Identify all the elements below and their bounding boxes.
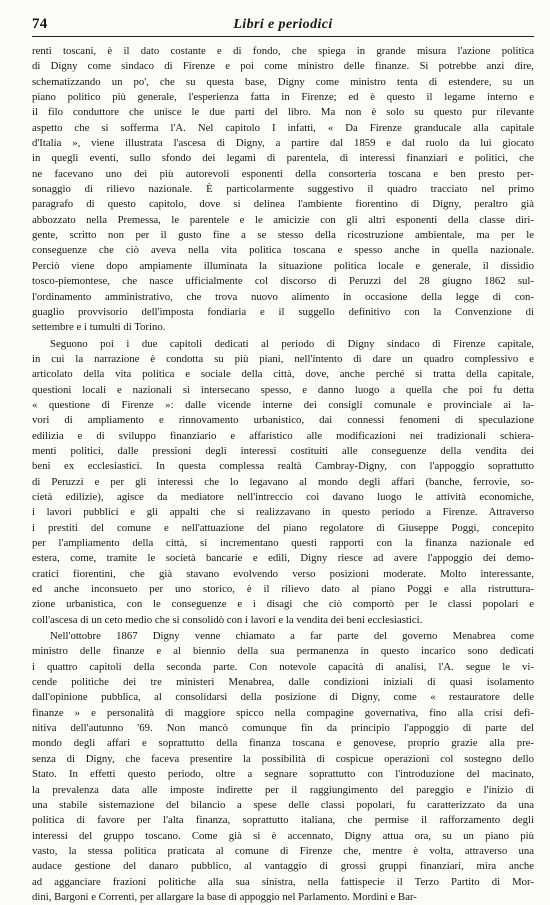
text-line: una stabile sistemazione del bilancio a spese delle classi popolari, fu caratterizzato da una — [32, 798, 534, 811]
text-line: edilizia e di sviluppo finanziario e affaristico alle modificazioni nei tradizionali schiera- — [32, 429, 534, 442]
text-line: questioni locali e nazionali si intersecano spesso, e danno luogo a quella che poi fu detta — [32, 383, 534, 396]
text-line: abbozzato nella Premessa, le parentele e le amicizie con gli altri esponenti della classe diri- — [32, 213, 534, 226]
paragraph — [32, 44, 534, 336]
text-line: mondo degli affari e soprattutto della finanza toscana e genovese, proprio grazie alla pre- — [32, 737, 534, 750]
text-line: interessi del gruppo toscano. Come già si è accennato, Digny attua ora, su un piano più — [32, 829, 534, 842]
document-page — [32, 14, 534, 903]
text-line: ed anche inconsueto per uno storico, è il rilievo dato al piano Poggi e alla ristruttura- — [32, 583, 534, 596]
text-line: di Peruzzi e per gli interessi che lo legavano al mondo degli affari (banche, ferrovie, so- — [32, 475, 534, 488]
text-line: i prestiti del comune e nell'attuazione del piano regolatore di Giuseppe Poggi, concepito — [32, 521, 534, 534]
text-line: coll'ascesa di un ceto medio che si consolidò con i lavori e la vendita dei beni ecclesiastici. — [32, 613, 423, 626]
text-line: menti politici, dalle pressioni degli interessi costituiti alle conseguenze della vendita dei — [32, 444, 534, 457]
text-line: Seguono poi i due capitoli dedicati al periodo di Digny sindaco di Firenze capitale, — [50, 337, 534, 350]
text-line: Stato. In effetti questo periodo, oltre a segnare soprattutto con l'introduzione del macinato, — [32, 768, 534, 781]
text-line: politica di favore per l'alta finanza, soprattutto italiana, che permise il rafforzamento degli — [32, 814, 534, 827]
text-line: dall'opinione pubblica, al consolidarsi della posizione di Digny, come « restauratore delle — [32, 691, 534, 704]
text-line: cratici fiorentini, che già stavano evolvendo verso posizioni moderate. Molto interessante, — [32, 567, 534, 580]
text-line: vasto, la stessa politica praticata al comune di Firenze che, mentre è volta, attraverso una — [32, 844, 534, 857]
text-line: settembre e i tumulti di Torino. — [32, 321, 166, 334]
body-text — [32, 44, 534, 905]
text-line: gente, scritto non per il gusto fine a se stesso della ricostruzione ambientale, ma per le — [32, 229, 534, 242]
text-line: conseguenze che ciò aveva nella vita politica toscana e spesso anche in quella nazionale. — [32, 244, 534, 257]
paragraph — [32, 629, 534, 905]
text-line: finanze » e personalità di maggiore spicco nella compagine governativa, fino alla crisi defi- — [32, 706, 534, 719]
text-line: i lavori pubblici e gli appalti che si realizzavano in questo periodo a Firenze. Attraverso — [32, 506, 534, 519]
page-header — [32, 14, 534, 37]
text-line: piano politico più generale, l'esperienza fatta in Firenze; ed è questo il legame interno e — [32, 91, 534, 104]
text-line: d'Italia », viene illustrata l'ascesa di Digny, a partire dal 1859 e dal ruolo da lui giocato — [32, 137, 534, 150]
text-line: ad agganciare frazioni politiche alla sua sinistra, nella fattispecie il Terzo Partito di Mor- — [32, 875, 534, 888]
text-line: aspetto che si sofferma l'A. Nel capitolo I infatti, « Da Firenze granducale alla capitale — [32, 121, 534, 134]
text-line: zione urbanistica, con le conseguenze e i disagi che ciò comportò per le classi popolari e — [32, 598, 534, 611]
text-line: in quegli eventi, sullo sfondo dei legami di parentela, di interessi finanziari e politici, che — [32, 152, 534, 165]
text-line: la prevalenza data alle imposte indirette per il raggiungimento del pareggio e l'inizio di — [32, 783, 534, 796]
text-line: guaglio provvisorio dell'imposta fondiaria e il suggello definitivo con la Convenzione di — [32, 305, 534, 318]
text-line: articolato della vita politica e sociale della città, dove, anche perché si tratta della capitale, — [32, 368, 534, 381]
text-line: i quattro capitoli della seconda parte. Con notevole capacità di analisi, l'A. segue le vi- — [32, 660, 534, 673]
text-line: nitiva dell'autunno '69. Non mancò comunque fin da principio l'appoggio di parte del — [32, 722, 534, 735]
text-line: per l'ampliamento della città, si incrementano questi rapporti con la finanza nazionale ed — [32, 537, 534, 549]
text-line: l'ordinamento amministrativo, che trova nuovo alimento in occasione della legge di con- — [32, 290, 534, 303]
text-line: in cui la narrazione è condotta su più piani, nell'intento di dare un quadro complessivo e — [32, 352, 534, 365]
text-line: il filo conduttore che unisce le due parti del libro. Ma non è solo su questo pur rilevante — [32, 106, 534, 119]
text-line: Nell'ottobre 1867 Digny venne chiamato a far parte del governo Menabrea come — [50, 630, 534, 643]
text-line: vori di ampliamento e rinnovamento urbanistico, dai connessi fenomeni di speculazione — [32, 414, 534, 427]
text-line: senza di Digny, che faceva presentire la possibilità di cospicue operazioni col sostegno dello — [32, 752, 534, 765]
text-line: ne facevano uno dei più autorevoli esponenti della consorteria toscana e ben presto per- — [32, 167, 534, 180]
text-line: renti toscani, è il dato costante e di fondo, che spiega in grande misura l'azione politica — [32, 45, 534, 57]
text-line: beni ex ecclesiastici. In questa complessa realtà Cambray-Digny, con l'appoggio soprattutto — [32, 460, 534, 473]
text-line: estera, come, tramite le società bancarie e edili, Digny riesce ad avere l'appoggio dei demo- — [32, 552, 534, 565]
text-line: cietà edilizie), agisce da mediatore nell'intreccio coi davano luogo le attività economiche, — [32, 490, 534, 503]
text-line: schematizzando un po', che su questa base, Digny come ministro tenta di estendere, su un — [32, 75, 534, 88]
text-line: ministro delle finanze e al biennio della sua permanenza in questo incarico sono dedicati — [32, 645, 534, 658]
text-line: paragrafo di questo capitolo, dove si delinea l'ambiente fiorentino di Digny, peraltro già — [32, 198, 534, 211]
text-line: audace gestione del danaro pubblico, al vantaggio di grossi gruppi finanziari, mira anche — [32, 860, 534, 873]
text-line: di Digny come sindaco di Firenze e poi come ministro delle finanze. Si potrebbe anzi dire, — [32, 60, 534, 73]
text-line: « questione di Firenze »: dalle vicende interne dei consigli comunale e provinciale ai la- — [32, 398, 534, 411]
text-line: tosco-piemontese, che nasce ufficialmente col discorso di Peruzzi del 28 giugno 1862 sul- — [32, 275, 534, 288]
text-line: cende politiche dei tre ministeri Menabrea, dalle condizioni iniziali di quasi isolamento — [32, 676, 534, 689]
text-line: Perciò viene dopo ampiamente illuminata la situazione politica locale e generale, il dissidio — [32, 259, 534, 272]
text-line: dini, Bargoni e Correnti, per allargare la base di appoggio nel Parlamento. Mordini e Bar- — [32, 890, 417, 903]
page-number: 74 — [32, 16, 48, 32]
running-title: Libri e periodici — [233, 17, 333, 32]
text-line: sonaggio di rilievo nazionale. È particolarmente suggestivo il quadro tracciato nel primo — [32, 183, 534, 196]
paragraph — [32, 337, 534, 629]
